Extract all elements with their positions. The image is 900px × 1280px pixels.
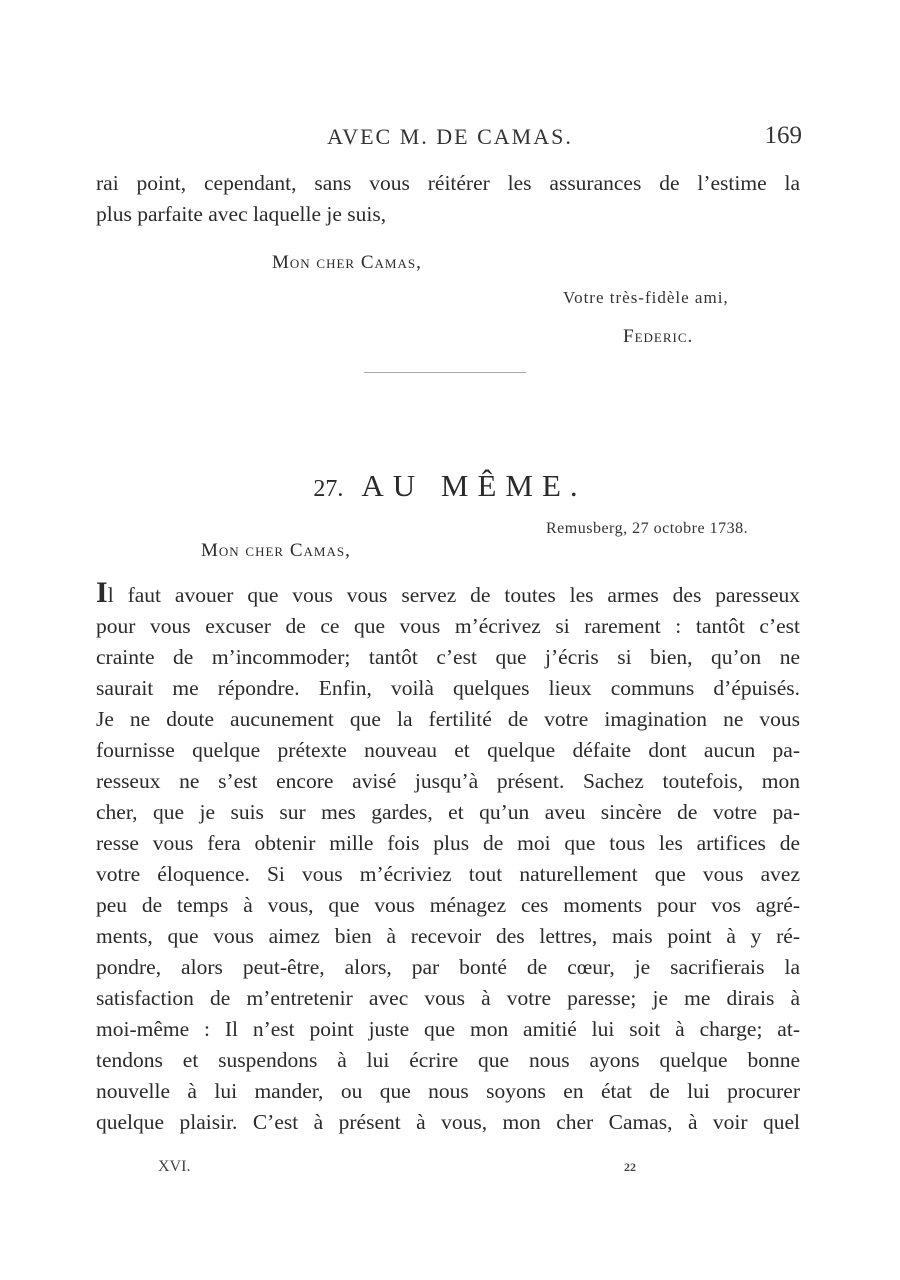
- text-line: resseux ne s’est encore avisé jusqu’à présent. Sachez toutefois, mon: [96, 769, 800, 793]
- salutation: Mon cher Camas,: [272, 252, 422, 273]
- salutation: Mon cher Camas,: [201, 540, 351, 561]
- text-line: cher, que je suis sur mes gardes, et qu’un aveu sincère de votre pa-: [96, 800, 800, 824]
- text-line-rest: l faut avouer que vous vous servez de toutes les armes des paresseux: [107, 583, 800, 607]
- letter-title: AU MÊME.: [361, 468, 587, 503]
- text-line: votre éloquence. Si vous m’écriviez tout naturellement que vous avez: [96, 862, 800, 886]
- page-number: 169: [764, 122, 802, 149]
- section-divider: [364, 372, 526, 373]
- running-head: AVEC M. DE CAMAS.: [327, 124, 573, 149]
- text-line: fournisse quelque prétexte nouveau et quelque défaite dont aucun pa-: [96, 738, 800, 762]
- letter-number: 27.: [313, 476, 344, 502]
- drop-cap: I: [96, 576, 108, 609]
- volume-mark: XVI.: [158, 1158, 191, 1175]
- text-line: peu de temps à vous, que vous ménagez ces moments pour vos agré-: [96, 893, 800, 917]
- text-line: tendons et suspendons à lui écrire que nous ayons quelque bonne: [96, 1048, 800, 1072]
- text-line: [96, 576, 800, 611]
- signature: Federic.: [623, 326, 694, 347]
- text-line: quelque plaisir. C’est à présent à vous, mon cher Camas, à voir quel: [96, 1110, 800, 1134]
- text-line: pondre, alors peut-être, alors, par bonté de cœur, je sacrifierais la: [96, 955, 800, 979]
- text-line: rai point, cependant, sans vous réitérer les assurances de l’estime la: [96, 171, 800, 195]
- text-line: saurait me répondre. Enfin, voilà quelques lieux communs d’épuisés.: [96, 676, 800, 700]
- text-line: satisfaction de m’entretenir avec vous à votre paresse; je me dirais à: [96, 986, 800, 1010]
- text-line: moi-même : Il n’est point juste que mon amitié lui soit à charge; at-: [96, 1017, 800, 1041]
- text-line: plus parfaite avec laquelle je suis,: [96, 202, 387, 226]
- text-line: resse vous fera obtenir mille fois plus de moi que tous les artifices de: [96, 831, 800, 855]
- text-line: ments, que vous aimez bien à recevoir des lettres, mais point à y ré-: [96, 924, 800, 948]
- closing-formula: Votre très-fidèle ami,: [563, 288, 729, 307]
- letter-heading: [0, 468, 900, 504]
- text-line: Je ne doute aucunement que la fertilité de votre imagination ne vous: [96, 707, 800, 731]
- dateline: Remusberg, 27 octobre 1738.: [546, 520, 749, 537]
- text-line: crainte de m’incommoder; tantôt c’est que j’écris si bien, qu’on ne: [96, 645, 800, 669]
- signature-mark: 22: [624, 1160, 636, 1174]
- text-line: pour vous excuser de ce que vous m’écrivez si rarement : tantôt c’est: [96, 614, 800, 638]
- text-line: nouvelle à lui mander, ou que nous soyons en état de lui procurer: [96, 1079, 800, 1103]
